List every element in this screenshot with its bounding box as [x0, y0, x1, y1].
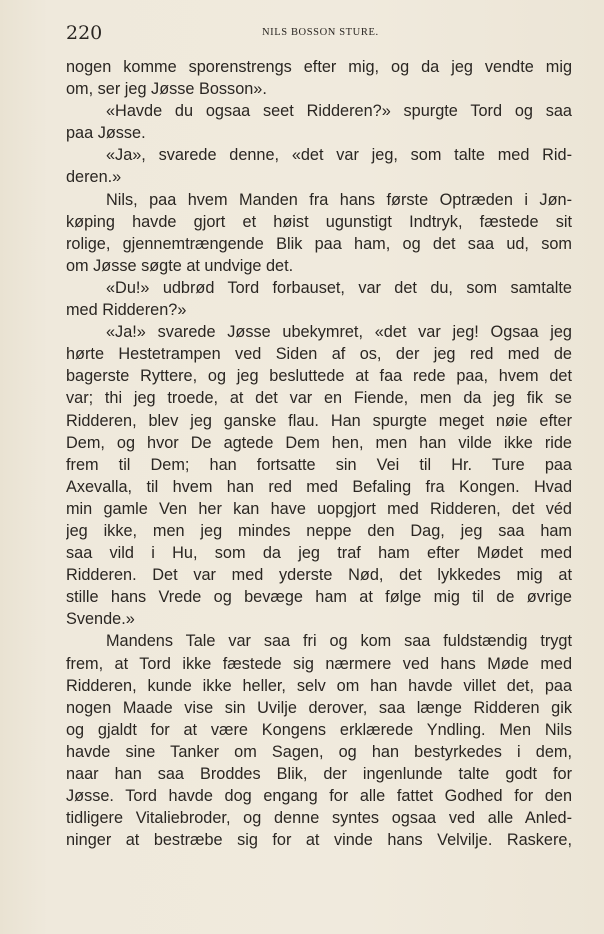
text-line: ninger at bestræbe sig for at vinde hans Velvilje. Raskere,: [66, 831, 572, 850]
text-line: min gamle Ven her kan have uopgjort med Ridderen, det véd: [66, 499, 572, 518]
text-line: saa vild i Hu, som da jeg traf ham efter Mødet med: [66, 544, 572, 563]
body-text: [66, 56, 572, 851]
text-line: rolige, gjennemtrængende Blik paa ham, og det saa ud, som: [66, 234, 572, 253]
text-line: frem, at Tord ikke fæstede sig nærmere ved hans Møde med: [66, 654, 572, 673]
text-line: Ridderen, kunde ikke heller, selv om han havde villet det, paa: [66, 676, 572, 695]
text-line: Jøsse. Tord havde dog engang for alle fattet Godhed for den: [66, 787, 572, 806]
text-line: køping havde gjort et høist ugunstigt Indtryk, fæstede sit: [66, 212, 572, 231]
text-line: «Havde du ogsaa seet Ridderen?» spurgte Tord og saa: [106, 102, 572, 121]
text-line: «Ja!» svarede Jøsse ubekymret, «det var jeg! Ogsaa jeg: [106, 323, 572, 342]
text-line: jeg ikke, men jeg mindes neppe den Dag, jeg saa ham: [66, 521, 572, 540]
text-line: havde sine Tanker om Sagen, og han bestyrkedes i dem,: [66, 742, 572, 761]
text-line: nogen Maade vise sin Uvilje derover, saa længe Ridderen gik: [66, 698, 572, 717]
text-line: Dem, og hvor De agtede Dem hen, men han vilde ikke ride: [66, 433, 572, 452]
text-line: om, ser jeg Jøsse Bosson».: [66, 80, 267, 99]
text-line: bagerste Ryttere, og jeg besluttede at faa rede paa, hvem det: [66, 367, 572, 386]
text-line: Nils, paa hvem Manden fra hans første Optræden i Jøn-: [106, 190, 572, 209]
text-line: om Jøsse søgte at undvige det.: [66, 256, 294, 275]
text-line: nogen komme sporenstrengs efter mig, og da jeg vendte mig: [66, 58, 572, 76]
text-line: paa Jøsse.: [66, 124, 146, 143]
text-line: tidligere Vitaliebroder, og denne syntes ogsaa ved alle Anled-: [66, 809, 572, 828]
text-line: med Ridderen?»: [66, 301, 187, 320]
text-line: «Du!» udbrød Tord forbauset, var det du, som samtalte: [106, 278, 572, 297]
running-title: NILS BOSSON STURE.: [262, 27, 379, 38]
text-line: Mandens Tale var saa fri og kom saa fuldstændig trygt: [106, 632, 572, 651]
text-line: hørte Hestetrampen ved Siden af os, der jeg red med de: [66, 345, 572, 364]
page-header: [66, 22, 574, 46]
text-line: «Ja», svarede denne, «det var jeg, som talte med Rid-: [106, 146, 572, 165]
text-line: og gjaldt for at være Kongens erklærede Yndling. Men Nils: [66, 720, 572, 739]
text-line: deren.»: [66, 168, 122, 187]
text-line: Ridderen, blev jeg ganske flau. Han spurgte meget nøie efter: [66, 411, 572, 430]
text-line: frem til Dem; han fortsatte sin Vei til Hr. Ture paa: [66, 455, 572, 474]
page-number: 220: [66, 22, 103, 44]
text-line: stille hans Vrede og bevæge ham at følge mig til de øvrige: [66, 588, 572, 607]
text-line: Axevalla, til hvem han red med Befaling fra Kongen. Hvad: [66, 477, 572, 496]
text-line: var; thi jeg troede, at det var en Fiende, men da jeg fik se: [66, 389, 572, 408]
text-line: Ridderen. Det var med yderste Nød, det lykkedes mig at: [66, 566, 572, 585]
text-line: Svende.»: [66, 610, 135, 629]
text-line: naar han saa Broddes Blik, der ingenlunde talte godt for: [66, 765, 572, 783]
